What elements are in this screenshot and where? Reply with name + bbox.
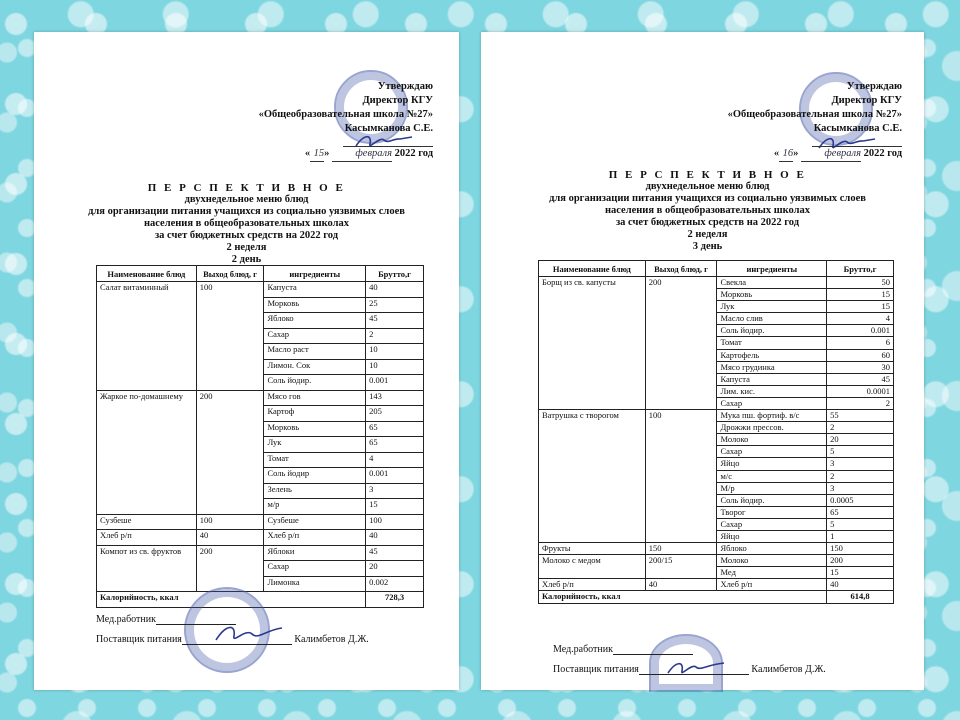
menu-table [96,265,424,608]
ingredient-gross: 6 [827,337,894,349]
ingredient-gross: 10 [366,344,424,360]
ingredient-name: Соль йодир. [717,494,827,506]
total-row [539,591,894,603]
dish-yield: 200/15 [645,555,717,579]
column-header: Наименование блюд [539,261,646,277]
column-header: Брутто,г [827,261,894,277]
ingredient-gross: 65 [827,506,894,518]
ingredient-gross: 150 [827,543,894,555]
ingredient-gross: 2 [827,422,894,434]
ingredient-gross: 0.002 [366,576,424,592]
ingredient-name: Лимон. Сок [264,359,366,375]
ingredient-name: Хлеб р/п [717,579,827,591]
ingredient-gross: 5 [827,518,894,530]
ingredient-name: Яблоки [264,545,366,561]
dish-name: Компот из св. фруктов [97,545,197,592]
ingredient-gross: 20 [827,434,894,446]
ingredient-gross: 0.001 [827,325,894,337]
footer-supplier: Поставщик питания Калимбетов Д.Ж. [96,634,369,645]
ingredient-name: Хлеб р/п [264,530,366,546]
ingredient-gross: 20 [366,561,424,577]
ingredient-gross: 30 [827,361,894,373]
ingredient-name: Дрожжи прессов. [717,422,827,434]
table-header-row [539,261,894,277]
dish-name: Салат витаминный [97,282,197,391]
ingredient-name: Картоф [264,406,366,422]
ingredient-gross: 65 [366,421,424,437]
ingredient-gross: 45 [366,313,424,329]
heading-title: П Е Р С П Е К Т И В Н О Е [147,182,346,194]
ingredient-gross: 3 [827,458,894,470]
ingredient-name: Томат [264,452,366,468]
ingredient-gross: 5 [827,446,894,458]
document-page-day-3 [481,32,924,690]
ingredient-name: Мед [717,567,827,579]
dish-name: Жаркое по-домашнему [97,390,197,514]
dish-name: Борщ из св. капусты [539,277,646,410]
ingredient-name: Мясо грудинка [717,361,827,373]
ingredient-gross: 25 [366,297,424,313]
total-value: 728,3 [366,592,424,608]
ingredient-gross: 40 [827,579,894,591]
ingredient-gross: 15 [827,567,894,579]
ingredient-gross: 100 [366,514,424,530]
ingredient-gross: 2 [827,397,894,409]
ingredient-gross: 15 [827,289,894,301]
dish-name: Сузбеше [97,514,197,530]
ingredient-name: Лимонка [264,576,366,592]
ingredient-name: м/р [264,499,366,515]
ingredient-gross: 60 [827,349,894,361]
ingredient-name: Морковь [264,297,366,313]
footer-supplier: Поставщик питания Калимбетов Д.Ж. [553,664,826,675]
menu-heading: П Е Р С П Е К Т И В Н О Е двухнедельное меню блюд для организации питания учащихся из социально уязвимых слоев населения в общеобразовательных школах за счет бюджетных средств на 2022 год 2 неделя 2 день [34,182,459,266]
table-row [539,410,894,422]
ingredient-name: Соль йодир. [264,375,366,391]
heading-title: П Е Р С П Е К Т И В Н О Е [608,169,807,181]
table-row [97,545,424,561]
ingredient-gross: 3 [366,483,424,499]
dish-name: Хлеб р/п [539,579,646,591]
dish-yield: 200 [645,277,717,410]
table-row [539,555,894,567]
dish-yield: 200 [196,390,264,514]
table-row [539,543,894,555]
ingredient-name: Свекла [717,277,827,289]
ingredient-name: Молоко [717,434,827,446]
ingredient-name: Сахар [717,446,827,458]
ingredient-name: Лук [264,437,366,453]
total-label: Калорийность, ккал [97,592,366,608]
ingredient-name: Сахар [264,561,366,577]
ingredient-gross: 0.001 [366,375,424,391]
ingredient-gross: 4 [827,313,894,325]
column-header: ингредиенты [264,266,366,282]
ingredient-name: Лим. кис. [717,385,827,397]
ingredient-name: Соль йодир. [717,325,827,337]
approval-block: Утверждаю Директор КГУ «Общеобразовательная школа №27» Касымканова С.Е. « 16» февраля 2022 год [728,80,902,162]
ingredient-gross: 0.001 [366,468,424,484]
ingredient-gross: 15 [827,301,894,313]
ingredient-gross: 143 [366,390,424,406]
ingredient-name: Соль йодир [264,468,366,484]
dish-name: Хлеб р/п [97,530,197,546]
ingredient-name: Картофель [717,349,827,361]
ingredient-gross: 0.0001 [827,385,894,397]
ingredient-gross: 55 [827,410,894,422]
column-header: Выход блюд, г [196,266,264,282]
ingredient-name: Масло раст [264,344,366,360]
footer-medic: Мед.работник [96,614,236,625]
table-row [539,277,894,289]
table-row [97,282,424,298]
column-header: Наименование блюд [97,266,197,282]
ingredient-gross: 65 [366,437,424,453]
dish-yield: 200 [196,545,264,592]
menu-heading: П Е Р С П Е К Т И В Н О Е двухнедельное меню блюд для организации питания учащихся из социально уязвимых слоев населения в общеобразовательных школах за счет бюджетных средств на 2022 год 2 неделя 3 день [491,169,924,253]
ingredient-name: Лук [717,301,827,313]
ingredient-gross: 40 [366,282,424,298]
table-row [97,390,424,406]
ingredient-name: Томат [717,337,827,349]
ingredient-name: М/р [717,482,827,494]
ingredient-name: м/с [717,470,827,482]
ingredient-name: Сахар [717,397,827,409]
total-label: Калорийность, ккал [539,591,827,603]
table-row [97,514,424,530]
table-header-row [97,266,424,282]
ingredient-gross: 15 [366,499,424,515]
dish-name: Фрукты [539,543,646,555]
ingredient-gross: 200 [827,555,894,567]
document-page-day-2 [34,32,459,690]
table-row [97,530,424,546]
ingredient-gross: 0.0005 [827,494,894,506]
ingredient-gross: 45 [366,545,424,561]
ingredient-name: Сахар [264,328,366,344]
dish-name: Молоко с медом [539,555,646,579]
ingredient-name: Творог [717,506,827,518]
ingredient-gross: 10 [366,359,424,375]
footer-medic: Мед.работник [553,644,693,655]
ingredient-gross: 2 [366,328,424,344]
ingredient-gross: 3 [827,482,894,494]
total-value: 614,8 [827,591,894,603]
dish-yield: 100 [645,410,717,543]
column-header: Брутто,г [366,266,424,282]
ingredient-name: Мясо гов [264,390,366,406]
dish-yield: 150 [645,543,717,555]
ingredient-name: Сахар [717,518,827,530]
ingredient-name: Сузбеше [264,514,366,530]
column-header: ингредиенты [717,261,827,277]
ingredient-gross: 50 [827,277,894,289]
column-header: Выход блюд, г [645,261,717,277]
ingredient-gross: 2 [827,470,894,482]
ingredient-gross: 4 [366,452,424,468]
ingredient-gross: 205 [366,406,424,422]
menu-table [538,260,894,604]
dish-yield: 40 [196,530,264,546]
ingredient-name: Яйцо [717,458,827,470]
ingredient-name: Капуста [264,282,366,298]
ingredient-name: Морковь [264,421,366,437]
ingredient-name: Яйцо [717,530,827,542]
ingredient-name: Яблоко [264,313,366,329]
dish-yield: 100 [196,282,264,391]
ingredient-gross: 40 [366,530,424,546]
ingredient-name: Зелень [264,483,366,499]
ingredient-name: Яблоко [717,543,827,555]
ingredient-name: Молоко [717,555,827,567]
ingredient-name: Масло слив [717,313,827,325]
ingredient-gross: 1 [827,530,894,542]
ingredient-gross: 45 [827,373,894,385]
dish-name: Ватрушка с творогом [539,410,646,543]
ingredient-name: Капуста [717,373,827,385]
table-row [539,579,894,591]
dish-yield: 100 [196,514,264,530]
dish-yield: 40 [645,579,717,591]
ingredient-name: Морковь [717,289,827,301]
approval-block: Утверждаю Директор КГУ «Общеобразовательная школа №27» Касымканова С.Е. « 15» февраля 2022 год [259,80,433,162]
ingredient-name: Мука пш. фортиф. в/с [717,410,827,422]
